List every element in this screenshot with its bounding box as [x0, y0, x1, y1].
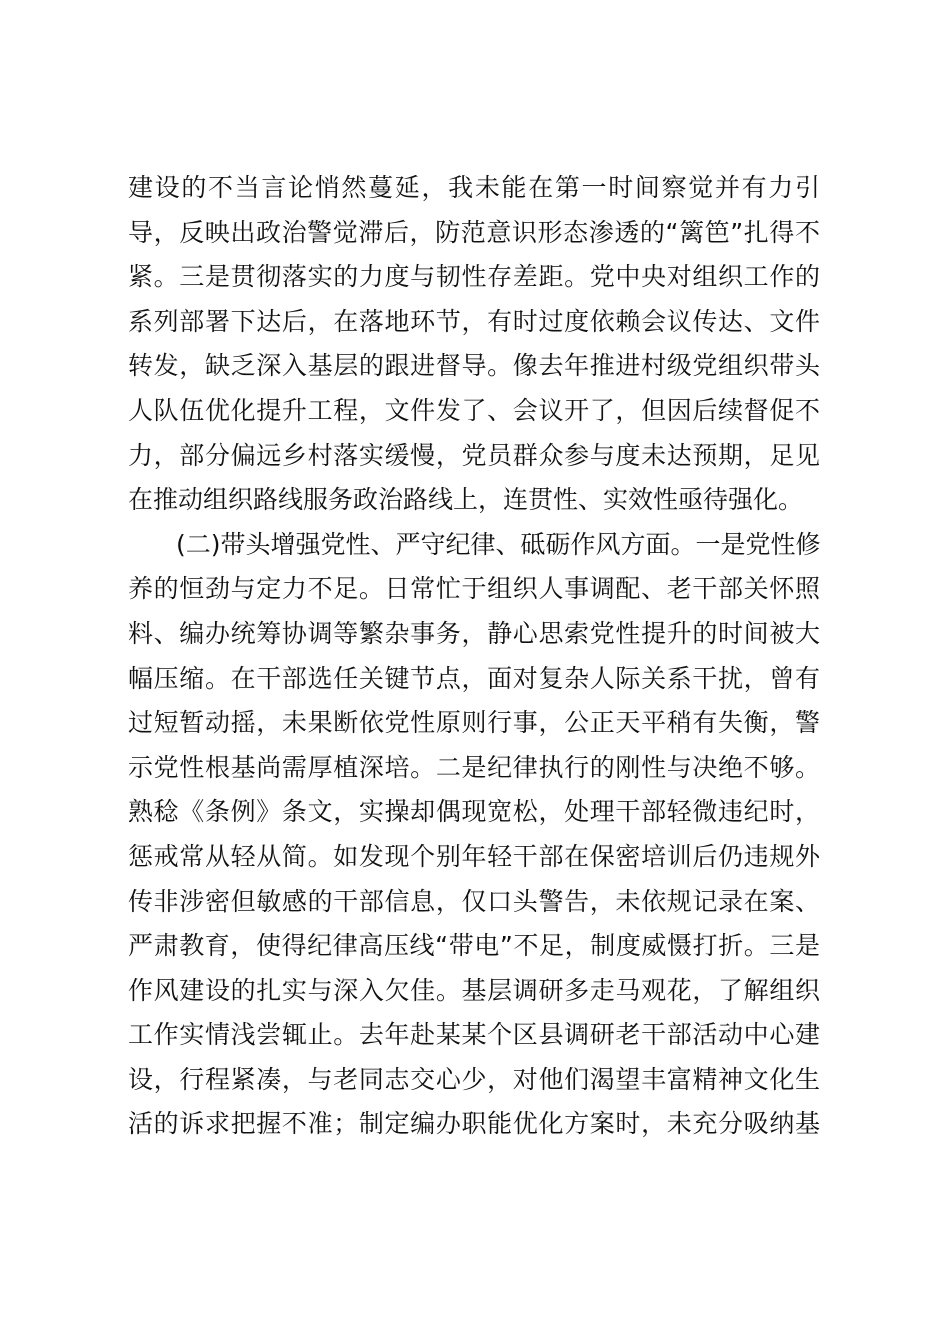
text-line: 力，部分偏远乡村落实缓慢，党员群众参与度未达预期，足见 [128, 440, 820, 470]
text-line: 示党性根基尚需厚植深培。二是纪律执行的刚性与决绝不够。 [128, 752, 820, 782]
text-line: 在推动组织路线服务政治路线上，连贯性、实效性亟待强化。 [128, 485, 804, 515]
text-line: 过短暂动摇，未果断依党性原则行事，公正天平稍有失衡，警 [128, 708, 820, 738]
text-line: 严肃教育，使得纪律高压线“带电”不足，制度威慑打折。三是 [128, 931, 820, 961]
text-line: 惩戒常从轻从简。如发现个别年轻干部在保密培训后仍违规外 [128, 841, 820, 871]
text-line: 熟稔《条例》条文，实操却偶现宽松，处理干部轻微违纪时， [128, 797, 820, 827]
text-line: 导，反映出政治警觉滞后，防范意识形态渗透的“篱笆”扎得不 [128, 217, 820, 247]
text-line: 设，行程紧凑，与老同志交心少，对他们渴望丰富精神文化生 [128, 1064, 820, 1094]
text-line: 传非涉密但敏感的干部信息，仅口头警告，未依规记录在案、 [128, 886, 820, 916]
text-line: 养的恒劲与定力不足。日常忙于组织人事调配、老干部关怀照 [128, 574, 820, 604]
text-line: 料、编办统筹协调等繁杂事务，静心思索党性提升的时间被大 [128, 618, 820, 648]
text-line: 作风建设的扎实与深入欠佳。基层调研多走马观花，了解组织 [128, 975, 820, 1005]
body-text [128, 166, 820, 1147]
text-line: 活的诉求把握不准；制定编办职能优化方案时，未充分吸纳基 [128, 1109, 820, 1139]
section-heading-line: (二)带头增强党性、严守纪律、砥砺作风方面。一是党性修 [176, 529, 821, 559]
text-line: 系列部署下达后，在落地环节，有时过度依赖会议传达、文件 [128, 306, 820, 336]
text-line: 人队伍优化提升工程，文件发了、会议开了，但因后续督促不 [128, 395, 820, 425]
text-line: 转发，缺乏深入基层的跟进督导。像去年推进村级党组织带头 [128, 351, 820, 381]
text-line: 紧。三是贯彻落实的力度与韧性存差距。党中央对组织工作的 [128, 262, 820, 292]
text-line: 工作实情浅尝辄止。去年赴某某个区县调研老干部活动中心建 [128, 1020, 820, 1050]
text-line: 建设的不当言论悄然蔓延，我未能在第一时间察觉并有力引 [128, 173, 820, 202]
text-line: 幅压缩。在干部选任关键节点，面对复杂人际关系干扰，曾有 [128, 663, 820, 693]
